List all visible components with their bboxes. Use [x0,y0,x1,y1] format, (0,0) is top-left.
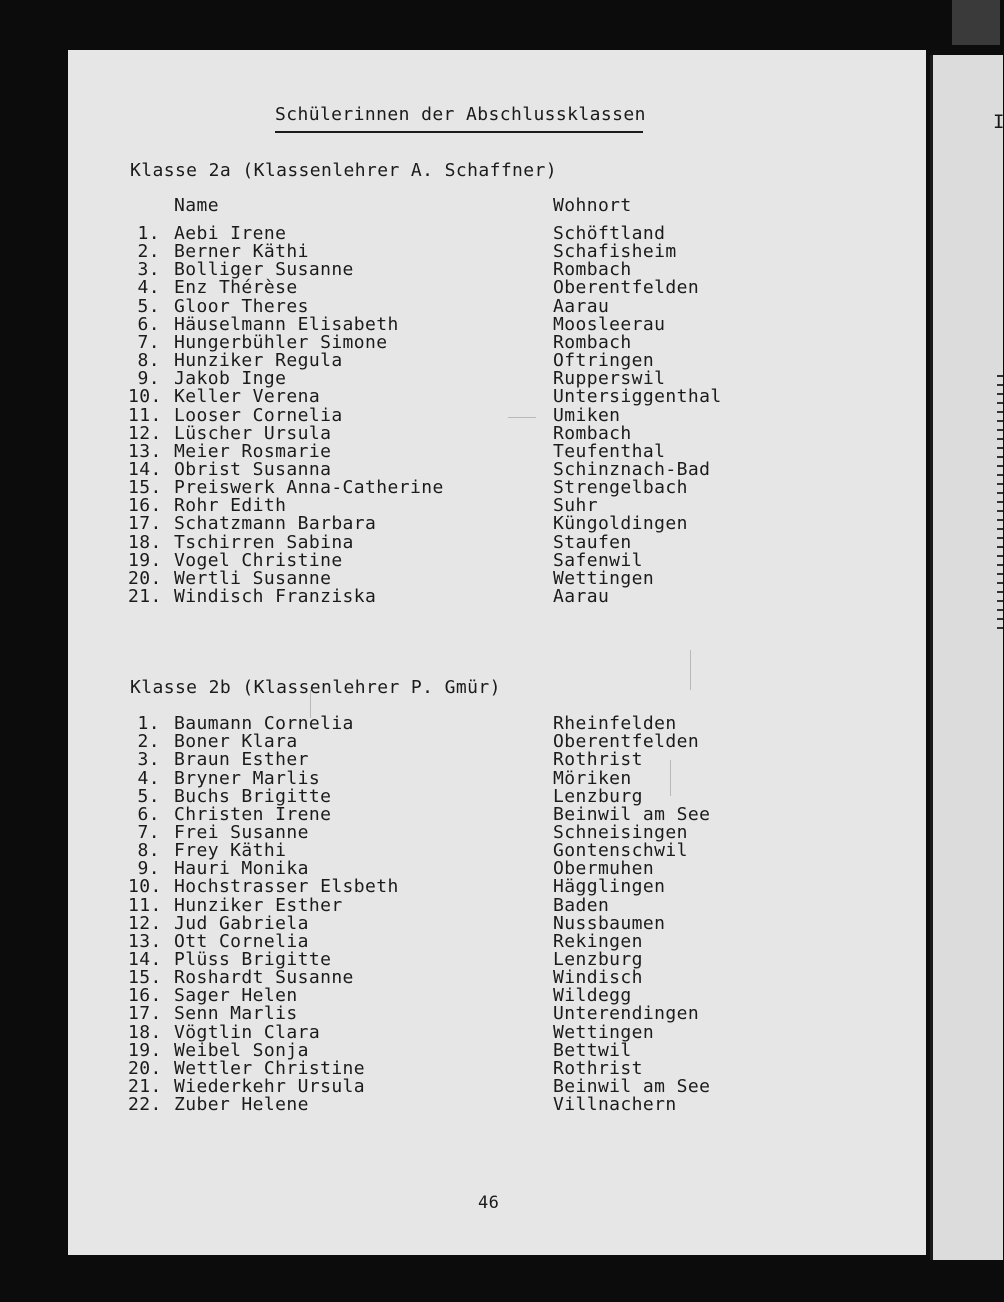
student-name: Berner Käthi [174,241,309,263]
student-residence: Teufenthal [553,440,666,462]
student-residence: Safenwil [553,549,643,571]
student-number: 10. [128,386,162,408]
page-number: 46 [478,1193,500,1213]
student-name: Windisch Franziska [174,586,377,607]
student-residence: Suhr [553,495,598,517]
student-number: 18. [128,531,162,553]
student-name: Looser Cornelia [174,404,343,426]
student-name: Häuselmann Elisabeth [174,313,399,335]
student-name: Bryner Marlis [174,767,321,789]
paper-blemish [508,417,536,418]
student-number: 13. [128,930,162,952]
student-name: Schatzmann Barbara [174,513,377,535]
student-residence: Untersiggenthal [553,386,722,408]
student-residence: Nussbaumen [553,912,666,934]
page-title: Schülerinnen der Abschlussklassen [275,104,646,125]
student-residence: Lenzburg [553,949,643,970]
student-name: Christen Irene [174,803,332,825]
student-name: Frey Käthi [174,840,287,861]
student-number: 22. [128,1094,162,1116]
student-number: 16. [128,495,162,517]
student-number: 21. [128,1076,162,1097]
student-residence: Umiken [553,404,621,426]
student-number: 13. [128,440,162,462]
student-name: Weibel Sonja [174,1039,309,1061]
student-number: 12. [128,422,162,444]
student-name: Jakob Inge [174,368,287,390]
student-residence: Schneisingen [553,821,688,843]
student-name: Hunziker Regula [174,350,343,371]
student-number: 21. [128,586,162,607]
student-residence: Rombach [553,259,632,281]
student-residence: Wildegg [553,985,632,1007]
student-name: Vogel Christine [174,549,343,571]
student-residence: Küngoldingen [553,513,688,535]
student-number: 5. [137,295,160,317]
scan-border [952,0,1000,45]
student-name: Senn Marlis [174,1003,298,1025]
student-name: Meier Rosmarie [174,440,332,462]
student-number: 8. [137,350,160,371]
student-number: 9. [137,368,160,390]
student-number: 15. [128,967,162,989]
column-header-residence: Wohnort [553,195,632,216]
student-residence: Schinznach-Bad [553,458,711,480]
student-name: Lüscher Ursula [174,422,332,444]
student-number: 3. [137,749,160,771]
student-name: Zuber Helene [174,1094,309,1116]
student-number: 8. [137,840,160,861]
student-number: 17. [128,1003,162,1025]
student-number: 10. [128,876,162,898]
student-name: Obrist Susanna [174,458,332,480]
title-underline [275,131,643,133]
student-residence: Möriken [553,767,632,789]
student-residence: Baden [553,894,610,916]
student-name: Vögtlin Clara [174,1021,321,1043]
student-name: Hauri Monika [174,858,309,880]
facing-page-text: I [993,111,1004,133]
student-name: Jud Gabriela [174,912,309,934]
student-residence: Rothrist [553,749,643,771]
student-residence: Staufen [553,531,632,553]
student-number: 15. [128,477,162,499]
student-residence: Schafisheim [553,241,677,263]
student-residence: Rothrist [553,1057,643,1079]
student-number: 17. [128,513,162,535]
student-number: 9. [137,858,160,880]
student-name: Frei Susanne [174,821,309,843]
student-name: Gloor Theres [174,295,309,317]
student-residence: Beinwil am See [553,803,711,825]
student-residence: Bettwil [553,1039,632,1061]
student-number: 20. [128,1057,162,1079]
paper-blemish [670,760,671,796]
student-number: 12. [128,912,162,934]
student-name: Roshardt Susanne [174,967,354,989]
student-name: Rohr Edith [174,495,287,517]
student-residence: Aarau [553,295,610,317]
student-number: 11. [128,894,162,916]
student-residence: Hägglingen [553,876,666,898]
student-residence: Wettingen [553,1021,655,1043]
student-name: Tschirren Sabina [174,531,354,553]
student-residence: Oberentfelden [553,277,700,299]
student-number: 2. [137,241,160,263]
student-name: Braun Esther [174,749,309,771]
column-header-name: Name [174,195,219,216]
student-name: Enz Thérèse [174,277,298,299]
student-name: Bolliger Susanne [174,259,354,281]
student-residence: Gontenschwil [553,840,688,861]
student-residence: Oftringen [553,350,655,371]
student-number: 3. [137,259,160,281]
student-number: 19. [128,549,162,571]
student-name: Keller Verena [174,386,321,408]
student-name: Preiswerk Anna-Catherine [174,477,444,499]
student-name: Wertli Susanne [174,567,332,589]
class-2a-heading: Klasse 2a (Klassenlehrer A. Schaffner) [130,160,558,181]
student-name: Plüss Brigitte [174,949,332,970]
class-2b-heading: Klasse 2b (Klassenlehrer P. Gmür) [130,677,501,698]
paper-blemish [690,650,691,690]
student-name: Hunziker Esther [174,894,343,916]
student-number: 6. [137,313,160,335]
student-residence: Rekingen [553,930,643,952]
student-number: 6. [137,803,160,825]
student-residence: Aarau [553,586,610,607]
student-number: 1. [137,223,160,244]
student-name: Aebi Irene [174,223,287,244]
student-number: 18. [128,1021,162,1043]
student-residence: Rheinfelden [553,713,677,734]
student-residence: Lenzburg [553,785,643,807]
student-number: 11. [128,404,162,426]
student-residence: Villnachern [553,1094,677,1116]
student-number: 20. [128,567,162,589]
student-name: Hungerbühler Simone [174,331,388,353]
student-number: 5. [137,785,160,807]
student-name: Wiederkehr Ursula [174,1076,366,1097]
student-residence: Strengelbach [553,477,688,499]
student-residence: Wettingen [553,567,655,589]
student-number: 7. [137,331,160,353]
student-number: 14. [128,458,162,480]
student-name: Buchs Brigitte [174,785,332,807]
student-name: Ott Cornelia [174,930,309,952]
facing-page-edge [930,55,1003,1260]
student-name: Wettler Christine [174,1057,366,1079]
student-residence: Beinwil am See [553,1076,711,1097]
student-name: Sager Helen [174,985,298,1007]
student-residence: Moosleerau [553,313,666,335]
student-residence: Unterendingen [553,1003,700,1025]
student-number: 1. [137,713,160,734]
student-number: 19. [128,1039,162,1061]
student-number: 16. [128,985,162,1007]
student-name: Baumann Cornelia [174,713,354,734]
student-number: 7. [137,821,160,843]
student-residence: Rupperswil [553,368,666,390]
student-number: 4. [137,767,160,789]
student-name: Boner Klara [174,731,298,753]
student-residence: Obermuhen [553,858,655,880]
student-residence: Oberentfelden [553,731,700,753]
student-number: 14. [128,949,162,970]
student-residence: Rombach [553,422,632,444]
student-name: Hochstrasser Elsbeth [174,876,399,898]
facing-page-text-fragments [997,375,1003,635]
student-number: 2. [137,731,160,753]
student-number: 4. [137,277,160,299]
student-residence: Windisch [553,967,643,989]
student-residence: Rombach [553,331,632,353]
student-residence: Schöftland [553,223,666,244]
